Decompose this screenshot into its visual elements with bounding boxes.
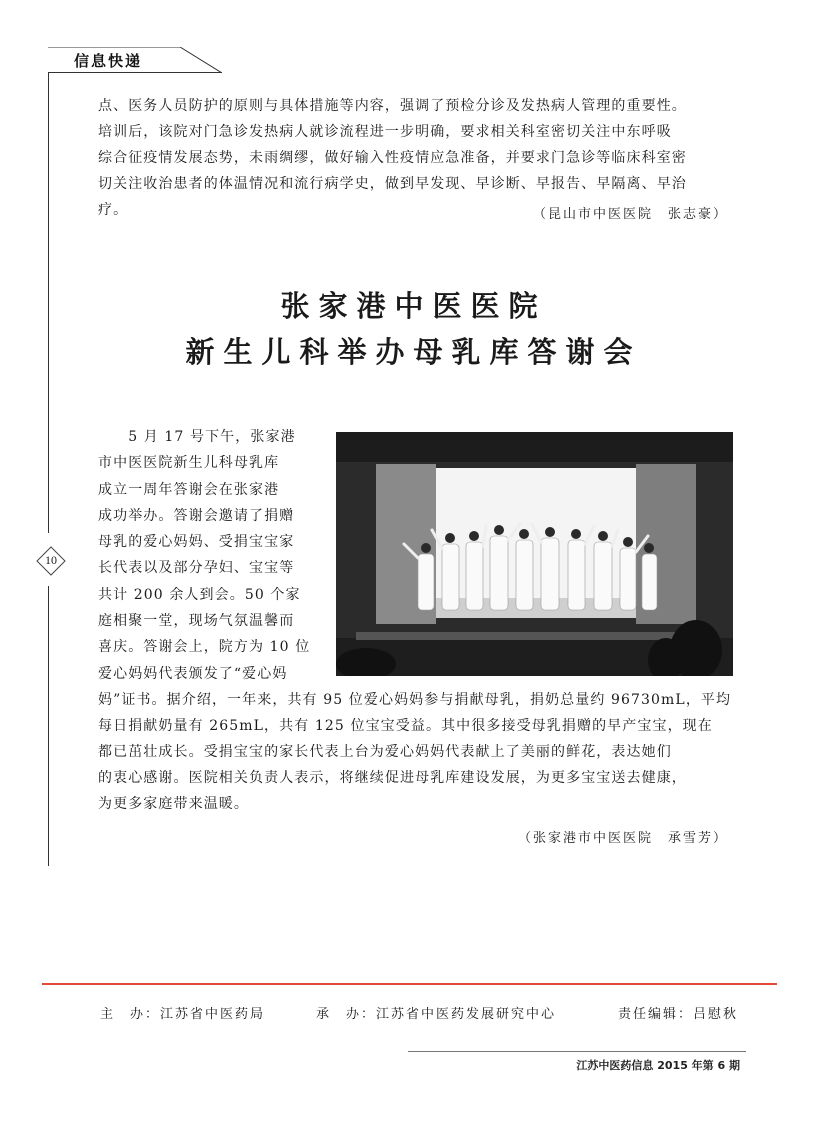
article-credit: （张家港市中医医院 承雪芳） [517,831,728,846]
footer-organizer: 主 办：江苏省中医药局 [100,1007,266,1022]
page-number-badge [36,546,66,576]
article-title-line2: 新生儿科举办母乳库答谢会 [185,335,642,369]
text-line: 培训后，该院对门急诊发热病人就诊流程进一步明确，要求相关科室密切关注中东呼吸 [98,124,672,140]
article-body-full [98,687,732,817]
text-line: 母乳的爱心妈妈、受捐宝宝家 [98,534,295,551]
text-line: 爱心妈妈代表颁发了“爱心妈 [98,665,288,682]
footer-editor: 责任编辑：吕慰秋 [618,1007,739,1022]
text-line: 每日捐献奶量有 265mL，共有 125 位宝宝受益。其中很多接受母乳捐赠的早产宝宝，现在 [98,718,713,734]
article-body-left [98,424,322,687]
article-title-line1: 张家港中医医院 [280,289,547,323]
text-line: 切关注收治患者的体温情况和流行病学史，做到早发现、早诊断、早报告、早隔离、早治 [98,176,687,192]
text-line: 综合征疫情发展态势，未雨绸缪，做好输入性疫情应急准备，并要求门急诊等临床科室密 [98,150,687,166]
text-line: 长代表以及部分孕妇、宝宝等 [98,560,295,577]
text-line: 市中医医院新生儿科母乳库 [98,455,280,472]
text-line: 点、医务人员防护的原则与具体措施等内容，强调了预检分诊及发热病人管理的重要性。 [98,98,687,114]
text-line: 庭相聚一堂，现场气氛温馨而 [98,613,295,630]
footer-co-organizer: 承 办：江苏省中医药发展研究中心 [316,1007,557,1022]
text-line: 为更多家庭带来温暖。 [98,796,249,812]
page-number: 10 [45,553,57,567]
text-line: 成立一周年答谢会在张家港 [98,481,280,498]
text-line: 成功举办。答谢会邀请了捐赠 [98,507,295,524]
text-line: 都已茁壮成长。受捐宝宝的家长代表上台为爱心妈妈代表献上了美丽的鲜花，表达她们 [98,744,672,760]
text-line: 疗。 [98,202,129,218]
event-photo [336,432,733,676]
text-line: 共计 200 余人到会。50 个家 [98,586,301,603]
journal-issue: 江苏中医药信息 2015 年第 6 期 [576,1059,740,1072]
text-line: 喜庆。答谢会上，院方为 10 位 [98,639,311,656]
footer-rule [42,983,777,985]
section-label: 信息快递 [74,52,143,70]
left-margin-rule-lower [48,586,49,866]
previous-article-credit: （昆山市中医医院 张志豪） [532,207,728,222]
footer-meta [100,1003,740,1023]
text-line: 妈”证书。据介绍，一年来，共有 95 位爱心妈妈参与捐献母乳，捐奶总量约 96730mL，平均 [98,692,732,708]
journal-rule [408,1051,746,1052]
text-line: 的衷心感谢。医院相关负责人表示，将继续促进母乳库建设发展，为更多宝宝送去健康， [98,770,687,786]
section-tab [48,47,222,73]
text-line: 5 月 17 号下午，张家港 [98,429,296,445]
